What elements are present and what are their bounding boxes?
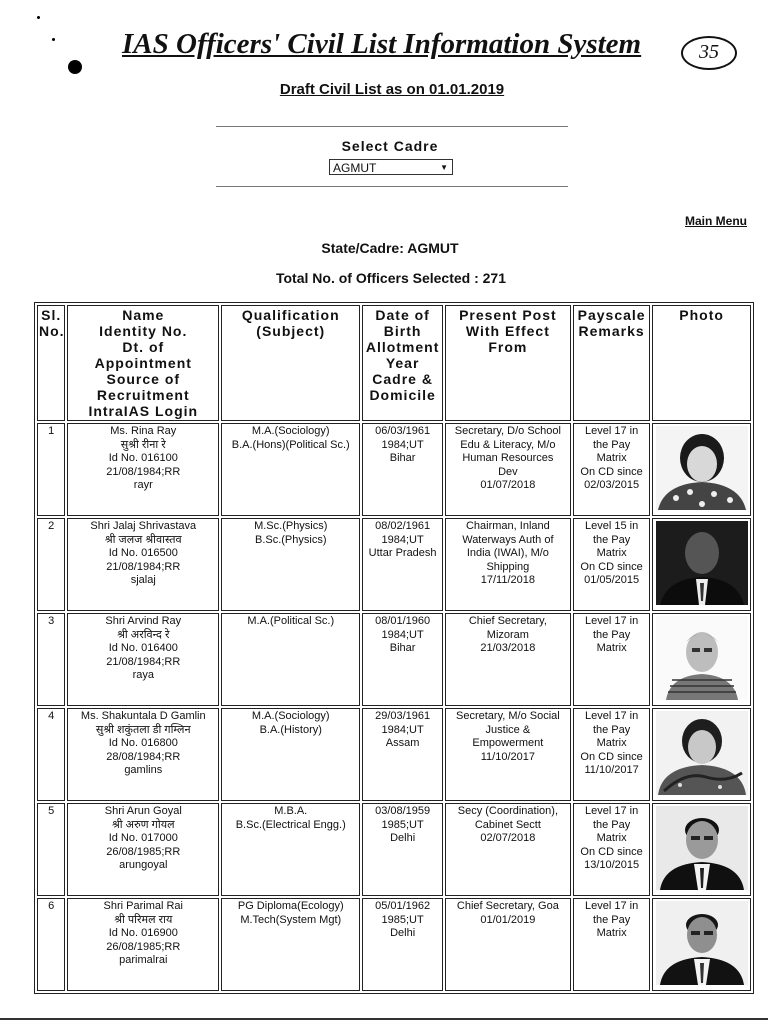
cell-line: 11/10/2017 [480, 750, 535, 763]
cell-name [67, 803, 219, 896]
cadre-select-value: AGMUT [333, 161, 377, 175]
cell-dob [362, 613, 442, 706]
cell-line: 01/01/2019 [480, 913, 536, 926]
header-photo [652, 305, 751, 421]
cell-line: Assam [385, 737, 420, 749]
header-line: Date of [375, 307, 430, 323]
cell-line: 11/10/2017 [584, 764, 639, 776]
divider [216, 126, 568, 127]
cell-line: raya [132, 669, 154, 681]
cell-post [445, 803, 571, 896]
cell-qualification [221, 423, 360, 516]
cell-line: Human Resources [462, 452, 554, 464]
header-date-of-birth [362, 305, 442, 421]
cell-sl: 3 [37, 613, 65, 706]
cell-line: 26/08/1985;RR [106, 940, 181, 953]
cell-line: Level 17 in [585, 615, 639, 627]
cell-line: 1985;UT [381, 913, 424, 926]
cell-line: the Pay [592, 438, 631, 451]
cell-line: B.Sc.(Physics) [254, 533, 327, 546]
cell-photo [652, 613, 751, 706]
cell-name [67, 898, 219, 991]
cell-line: Empowerment [472, 737, 544, 749]
cell-line: Matrix [596, 737, 627, 749]
cell-line: B.Sc.(Electrical Engg.) [235, 818, 346, 831]
cell-line: Level 17 in [585, 805, 639, 817]
header-name [67, 305, 219, 421]
header-line: Recruitment [96, 387, 190, 403]
cell-line: Waterways Auth of [462, 533, 554, 546]
cell-line: M.A.(Sociology) [251, 710, 330, 722]
cell-line: the Pay [592, 628, 631, 641]
cell-line: Delhi [390, 832, 416, 844]
cell-line: 21/08/1984;RR [106, 560, 181, 573]
header-line: No. [39, 323, 65, 339]
cell-line: श्री अरविन्द रे [117, 628, 170, 641]
officer-photo [656, 616, 748, 700]
cell-line: M.Tech(System Mgt) [240, 913, 342, 926]
cell-line: 21/08/1984;RR [106, 655, 181, 668]
header-present-post [445, 305, 571, 421]
cell-line: Chief Secretary, Goa [456, 900, 559, 912]
cell-line: Shipping [486, 560, 530, 573]
cell-line: 21/03/2018 [480, 642, 536, 654]
cell-line: 1984;UT [381, 628, 424, 641]
cell-line: 03/08/1959 [375, 805, 431, 817]
cell-line: श्री अरुण गोयल [111, 818, 175, 831]
cell-line: On CD since [580, 560, 643, 573]
cell-line: M.A.(Sociology) [251, 425, 330, 437]
officer-photo [656, 521, 748, 605]
cell-line: Shri Parimal Rai [103, 900, 183, 912]
header-line: Cadre & [372, 371, 433, 387]
cell-line: 02/07/2018 [480, 832, 536, 844]
cell-line: Chairman, Inland [465, 520, 550, 532]
header-line: Source of [106, 371, 181, 387]
cell-dob [362, 898, 442, 991]
cell-photo [652, 708, 751, 801]
cell-line: On CD since [580, 465, 643, 478]
cell-line: Uttar Pradesh [368, 547, 437, 559]
cell-line: Id No. 016400 [108, 642, 178, 654]
cell-line: arungoyal [119, 859, 168, 871]
cell-line: Edu & Literacy, M/o [460, 438, 556, 451]
cell-line: Matrix [596, 642, 627, 654]
cell-line: 08/02/1961 [375, 520, 431, 532]
cell-line: 1984;UT [381, 533, 424, 546]
cell-line: Level 17 in [585, 710, 639, 722]
total-officers-heading: Total No. of Officers Selected : 271 [275, 270, 507, 286]
officer-photo [656, 806, 748, 890]
cell-line: sjalaj [130, 574, 156, 586]
header-line: From [488, 339, 528, 355]
cell-line: Id No. 016500 [108, 547, 178, 559]
header-line: Year [385, 355, 420, 371]
cell-line: Id No. 017000 [108, 832, 178, 844]
header-line: Qualification [241, 307, 340, 323]
cell-line: Id No. 016800 [108, 737, 178, 749]
cell-post [445, 898, 571, 991]
cell-line: the Pay [592, 818, 631, 831]
cell-line: 1984;UT [381, 438, 424, 451]
cell-line: PG Diploma(Ecology) [237, 900, 344, 912]
cell-line: B.A.(History) [259, 723, 322, 736]
page-number-stamp: 35 [681, 36, 737, 70]
cell-line: Id No. 016100 [108, 452, 178, 464]
header-line: Domicile [369, 387, 436, 403]
cell-line: the Pay [592, 533, 631, 546]
table-row [37, 518, 751, 611]
cell-line: श्री परिमल राय [114, 913, 173, 926]
cell-line: Id No. 016900 [108, 927, 178, 939]
cell-line: 01/07/2018 [480, 479, 536, 491]
cell-sl: 6 [37, 898, 65, 991]
officers-table [34, 302, 754, 994]
cell-line: सुश्री रीना रे [120, 438, 166, 451]
cell-line: Bihar [389, 452, 416, 464]
cell-qualification [221, 518, 360, 611]
header-line: Name [122, 307, 165, 323]
header-qualification [221, 305, 360, 421]
header-line: Payscale [577, 307, 646, 323]
cell-line: Matrix [596, 832, 627, 844]
cell-qualification [221, 613, 360, 706]
cell-line: Ms. Rina Ray [110, 425, 177, 437]
cell-qualification [221, 708, 360, 801]
cell-line: Shri Arun Goyal [104, 805, 182, 817]
cell-line: 06/03/1961 [375, 425, 431, 437]
cell-line: the Pay [592, 723, 631, 736]
cell-line: M.A.(Political Sc.) [247, 615, 335, 627]
cell-line: 02/03/2015 [584, 479, 640, 491]
header-line: Appointment [94, 355, 192, 371]
cell-qualification [221, 803, 360, 896]
cell-line: 26/08/1985;RR [106, 845, 181, 858]
cell-line: Level 17 in [585, 425, 639, 437]
cell-line: 1984;UT [381, 723, 424, 736]
header-line: Sl. [41, 307, 62, 323]
cell-photo [652, 518, 751, 611]
punch-hole-mark [68, 60, 82, 74]
cell-sl: 5 [37, 803, 65, 896]
cell-line: 21/08/1984;RR [106, 465, 181, 478]
cell-sl: 2 [37, 518, 65, 611]
cell-line: gamlins [124, 764, 163, 776]
dropdown-arrow-icon: ▼ [440, 163, 448, 172]
cell-line: Level 17 in [585, 900, 639, 912]
cell-line: rayr [133, 479, 153, 491]
header-line: With Effect [465, 323, 550, 339]
cell-line: the Pay [592, 913, 631, 926]
cell-line: Chief Secretary, [468, 615, 547, 627]
cell-line: Matrix [596, 927, 627, 939]
cell-line: Matrix [596, 452, 627, 464]
cell-line: B.A.(Hons)(Political Sc.) [231, 438, 350, 451]
select-cadre-label: Select Cadre [341, 138, 439, 154]
cell-post [445, 708, 571, 801]
cell-line: Secretary, M/o Social [456, 710, 560, 722]
cell-line: Cabinet Sectt [474, 818, 541, 831]
cell-line: Shri Arvind Ray [105, 615, 182, 627]
cell-line: Matrix [596, 547, 627, 559]
cell-line: Shri Jalaj Shrivastava [90, 520, 197, 532]
page-bottom-border [0, 1018, 768, 1020]
officer-photo [656, 901, 748, 985]
table-row [37, 423, 751, 516]
header-payscale [573, 305, 650, 421]
header-line: Birth [383, 323, 422, 339]
cell-sl: 4 [37, 708, 65, 801]
cell-dob [362, 518, 442, 611]
cell-post [445, 518, 571, 611]
cell-line: Justice & [485, 723, 531, 736]
scan-speck [52, 38, 55, 41]
header-line: Photo [679, 307, 724, 323]
cell-line: India (IWAI), M/o [466, 547, 549, 559]
cell-photo [652, 803, 751, 896]
cell-payscale [573, 518, 650, 611]
cell-payscale [573, 613, 650, 706]
cell-line: श्री जलज श्रीवास्तव [104, 533, 182, 546]
cell-dob [362, 423, 442, 516]
cell-dob [362, 708, 442, 801]
cell-line: 08/01/1960 [375, 615, 431, 627]
cell-line: 29/03/1961 [375, 710, 431, 722]
cell-line: Secretary, D/o School [454, 425, 561, 437]
header-line: Dt. of [122, 339, 165, 355]
table-row [37, 803, 751, 896]
cell-line: Ms. Shakuntala D Gamlin [80, 710, 206, 722]
cell-line: On CD since [580, 750, 643, 763]
cell-payscale [573, 898, 650, 991]
cell-line: Bihar [389, 642, 416, 654]
cell-line: Delhi [390, 927, 416, 939]
cell-post [445, 613, 571, 706]
main-menu-link[interactable]: Main Menu [685, 214, 747, 228]
page-title: IAS Officers' Civil List Information System [122, 28, 642, 60]
header-line: Remarks [578, 323, 645, 339]
cell-line: 28/08/1984;RR [106, 750, 181, 763]
cell-name [67, 613, 219, 706]
officer-photo [656, 711, 748, 795]
scan-speck [37, 16, 40, 19]
cell-line: 05/01/1962 [375, 900, 431, 912]
cell-payscale [573, 708, 650, 801]
cell-line: On CD since [580, 845, 643, 858]
divider [216, 186, 568, 187]
cell-sl: 1 [37, 423, 65, 516]
header-line: Identity No. [99, 323, 188, 339]
cell-qualification [221, 898, 360, 991]
cell-payscale [573, 803, 650, 896]
state-cadre-heading: State/Cadre: AGMUT [321, 240, 459, 256]
table-header-row [37, 305, 751, 421]
cell-line: Level 15 in [585, 520, 639, 532]
table-row [37, 898, 751, 991]
cell-line: Dev [498, 465, 518, 478]
header-sl-no [37, 305, 65, 421]
header-line: Allotment [365, 339, 440, 355]
cell-line: Mizoram [486, 628, 529, 641]
cell-name [67, 423, 219, 516]
cell-line: parimalrai [119, 954, 168, 966]
table-row [37, 708, 751, 801]
cell-line: Secy (Coordination), [457, 805, 559, 817]
draft-civil-list-subtitle[interactable]: Draft Civil List as on 01.01.2019 [279, 81, 505, 98]
cell-post [445, 423, 571, 516]
cell-line: M.Sc.(Physics) [254, 520, 328, 532]
cell-line: 1985;UT [381, 818, 424, 831]
officer-photo [656, 426, 748, 510]
cell-payscale [573, 423, 650, 516]
cell-line: 17/11/2018 [480, 574, 535, 586]
cell-photo [652, 898, 751, 991]
cell-photo [652, 423, 751, 516]
cell-name [67, 518, 219, 611]
cell-line: 01/05/2015 [584, 574, 640, 586]
cadre-select[interactable] [329, 159, 453, 175]
cell-line: सुश्री शकुंतला डी गम्लिन [95, 723, 191, 736]
cell-line: M.B.A. [274, 805, 308, 817]
cell-dob [362, 803, 442, 896]
header-line: Present Post [459, 307, 557, 323]
cell-name [67, 708, 219, 801]
header-line: (Subject) [256, 323, 326, 339]
table-row [37, 613, 751, 706]
cell-line: 13/10/2015 [584, 859, 640, 871]
header-line: IntraIAS Login [88, 403, 199, 419]
